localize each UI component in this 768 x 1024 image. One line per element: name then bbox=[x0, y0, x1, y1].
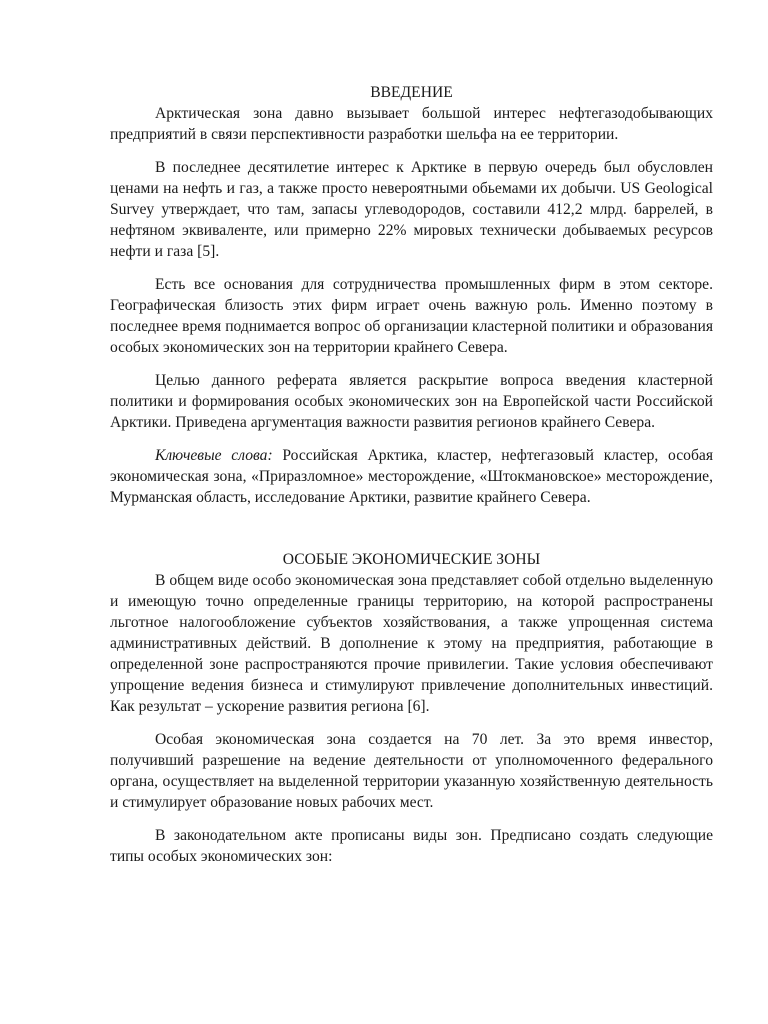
sez-paragraph-3: В законодательном акте прописаны виды зон. Предписано создать следующие типы особых экономических зон: bbox=[110, 827, 713, 865]
intro-paragraph-3: Есть все основания для сотрудничества промышленных фирм в этом секторе. Географическая близость этих фирм играет очень важную роль. Именно поэтому в последнее время поднимается вопрос об организации кластерной политики и образования особых экономических зон на территории крайнего Севера. bbox=[110, 276, 713, 356]
section-heading-introduction: ВВЕДЕНИЕ bbox=[370, 84, 453, 101]
keywords-paragraph bbox=[110, 445, 713, 508]
intro-paragraph-1: Арктическая зона давно вызывает большой интерес нефтегазодобывающих предприятий в связи перспективности разработки шельфа на ее территории. bbox=[110, 105, 713, 143]
document-body bbox=[110, 82, 713, 879]
keywords-text: Российская Арктика, кластер, нефтегазовый кластер, особая экономическая зона, «Приразломное» месторождение, «Штокмановское» месторождение, Мурманская область, исследование Арктики, развитие крайнего Севера. bbox=[110, 447, 713, 506]
section-heading-special-economic-zones: ОСОБЫЕ ЭКОНОМИЧЕСКИЕ ЗОНЫ bbox=[282, 551, 541, 568]
sez-paragraph-2: Особая экономическая зона создается на 70 лет. За это время инвестор, получивший разрешение на ведение деятельности от уполномоченного федерального органа, осуществляет на выделенной территории указанную хозяйственную деятельность и стимулирует образование новых рабочих мест. bbox=[110, 731, 713, 811]
sez-paragraph-1: В общем виде особо экономическая зона представляет собой отдельно выделенную и имеющую точно определенные границы территорию, на которой распространены льготное налогообложение субъектов хозяйствования, а также упрощенная система административных действий. В дополнение к этому на предприятия, работающие в определенной зоне распространяются прочие привилегии. Такие условия обеспечивают упрощение ведения бизнеса и стимулируют привлечение дополнительных инвестиций. Как результат – ускорение развития региона [6]. bbox=[110, 572, 713, 715]
intro-paragraph-2: В последнее десятилетие интерес к Арктике в первую очередь был обусловлен ценами на нефть и газ, а также просто невероятными обьемами их добычи. US Geological Survey утверждает, что там, запасы углеводородов, составили 412,2 млрд. баррелей, в нефтяном эквиваленте, или примерно 22% мировых технически добываемых ресурсов нефти и газа [5]. bbox=[110, 159, 713, 260]
keywords-label: Ключевые слова: bbox=[155, 447, 273, 464]
intro-paragraph-4: Целью данного реферата является раскрытие вопроса введения кластерной политики и формирования особых экономических зон на Европейской части Российской Арктики. Приведена аргументация важности развития регионов крайнего Севера. bbox=[110, 372, 713, 431]
